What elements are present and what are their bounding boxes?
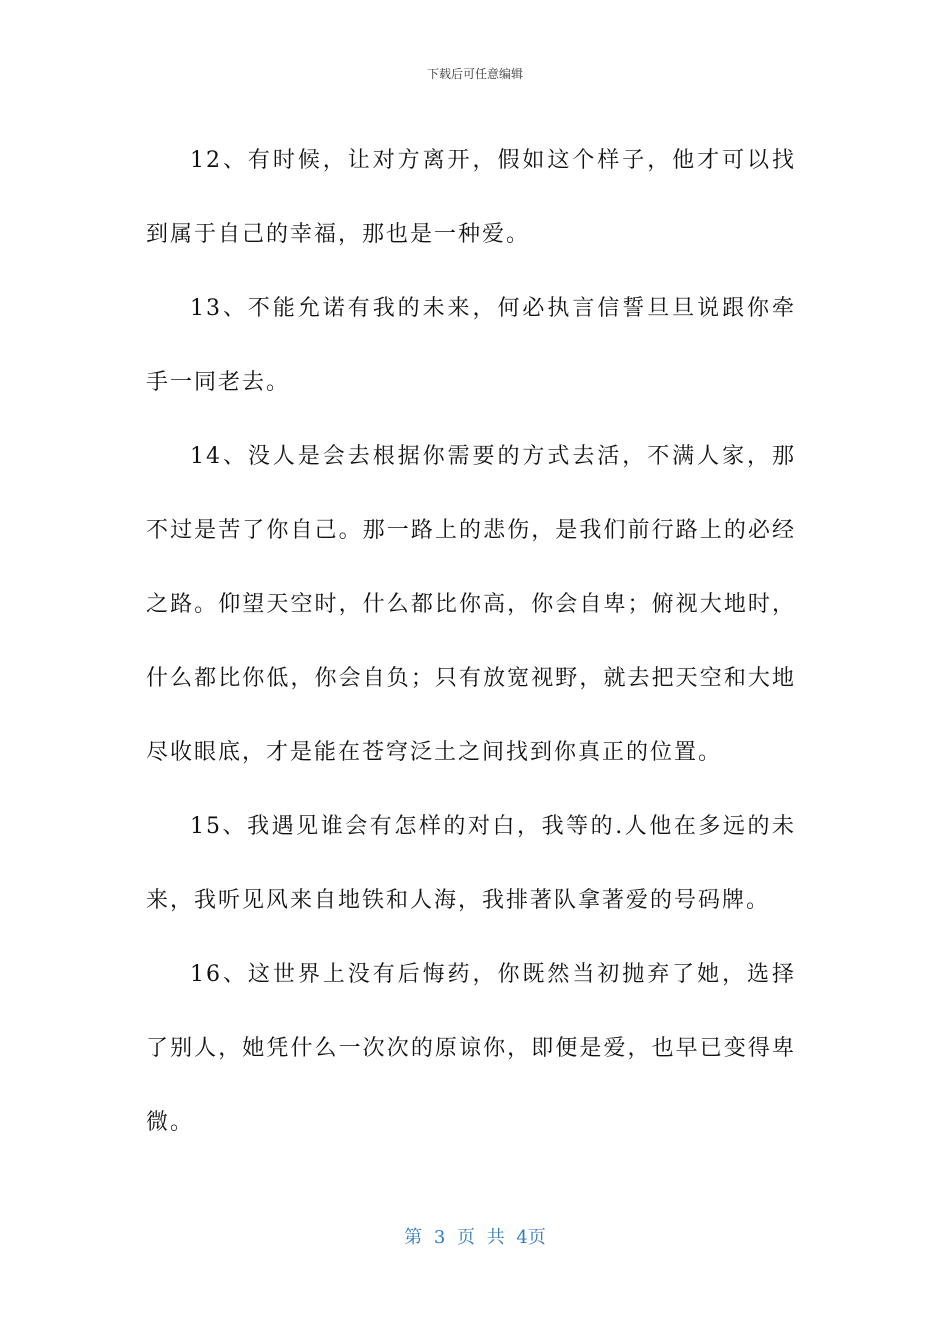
paragraph-14: 14、没人是会去根据你需要的方式去活，不满人家，那不过是苦了你自己。那一路上的悲伤，是我们前行路上的必经之路。仰望天空时，什么都比你高，你会自卑；俯视大地时，什么都比你低，你会自负；只有放宽视野，就去把天空和大地尽收眼底，才是能在苍穹泛土之间找到你真正的位置。 (146, 444, 796, 765)
document-body (146, 124, 796, 1160)
paragraph-13: 13、不能允诺有我的未来，何必执言信誓旦旦说跟你牵手一同老去。 (146, 296, 796, 395)
paragraph-15: 15、我遇见谁会有怎样的对白，我等的.人他在多远的未来，我听见风来自地铁和人海，我排著队拿著爱的号码牌。 (146, 814, 796, 913)
paragraph-16: 16、这世界上没有后悔药，你既然当初抛弃了她，选择了别人，她凭什么一次次的原谅你，即便是爱，也早已变得卑微。 (146, 962, 796, 1135)
page-number-footer: 第 3 页 共 4页 (404, 1227, 546, 1248)
paragraph-12: 12、有时候，让对方离开，假如这个样子，他才可以找到属于自己的幸福，那也是一种爱。 (146, 148, 796, 247)
page-header: 下载后可任意编辑 (426, 67, 523, 81)
